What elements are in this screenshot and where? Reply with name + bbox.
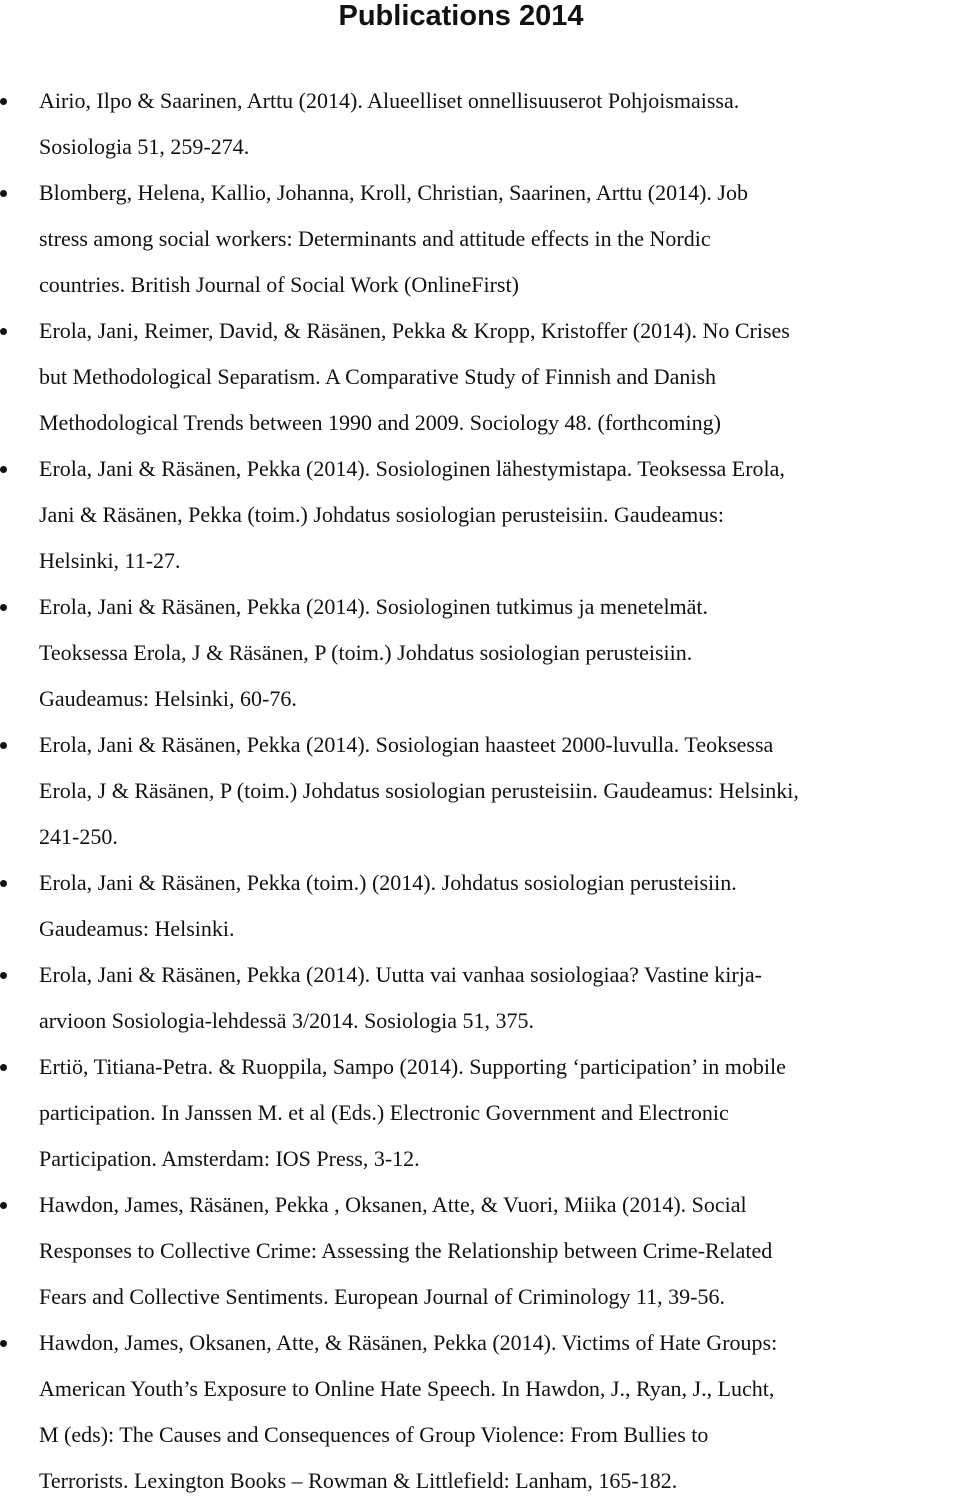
publication-line: Teoksessa Erola, J & Räsänen, P (toim.) Johdatus sosiologian perusteisiin. <box>39 640 693 665</box>
publication-line: Terrorists. Lexington Books – Rowman & Littlefield: Lanham, 165-182. <box>39 1468 678 1493</box>
publication-line: Erola, Jani & Räsänen, Pekka (toim.) (2014). Johdatus sosiologian perusteisiin. <box>39 870 737 895</box>
bullet-icon <box>0 328 7 335</box>
bullet-icon <box>0 742 7 749</box>
publication-line: Gaudeamus: Helsinki. <box>39 916 235 941</box>
publication-line: Erola, Jani & Räsänen, Pekka (2014). Sosiologinen tutkimus ja menetelmät. <box>39 594 709 619</box>
publication-item <box>0 952 960 1044</box>
publication-line: Erola, Jani & Räsänen, Pekka (2014). Sosiologian haasteet 2000-luvulla. Teoksessa <box>39 732 774 757</box>
publication-line: arvioon Sosiologia-lehdessä 3/2014. Sosiologia 51, 375. <box>39 1008 534 1033</box>
publication-line: but Methodological Separatism. A Comparative Study of Finnish and Danish <box>39 364 717 389</box>
publication-line: Blomberg, Helena, Kallio, Johanna, Kroll, Christian, Saarinen, Arttu (2014). Job <box>39 180 748 205</box>
publication-item <box>0 170 960 308</box>
publication-line: Jani & Räsänen, Pekka (toim.) Johdatus sosiologian perusteisiin. Gaudeamus: <box>39 502 724 527</box>
bullet-icon <box>0 880 7 887</box>
bullet-icon <box>0 1202 7 1209</box>
publication-line: Erola, Jani & Räsänen, Pekka (2014). Uutta vai vanhaa sosiologiaa? Vastine kirja- <box>39 962 762 987</box>
publication-line: M (eds): The Causes and Consequences of Group Violence: From Bullies to <box>39 1422 709 1447</box>
publication-line: Responses to Collective Crime: Assessing the Relationship between Crime-Related <box>39 1238 773 1263</box>
publication-line: Methodological Trends between 1990 and 2009. Sociology 48. (forthcoming) <box>39 410 721 435</box>
bullet-icon <box>0 604 7 611</box>
publication-item <box>0 584 960 722</box>
publication-line: Erola, J & Räsänen, P (toim.) Johdatus sosiologian perusteisiin. Gaudeamus: Helsinki, <box>39 778 799 803</box>
bullet-icon <box>0 190 7 197</box>
publication-item <box>0 1320 960 1504</box>
publication-line: countries. British Journal of Social Work (OnlineFirst) <box>39 272 519 297</box>
publication-item <box>0 1044 960 1182</box>
publication-item <box>0 308 960 446</box>
publication-line: Erola, Jani & Räsänen, Pekka (2014). Sosiologinen lähestymistapa. Teoksessa Erola, <box>39 456 785 481</box>
publication-item <box>0 78 960 170</box>
bullet-icon <box>0 1340 7 1347</box>
publication-line: Hawdon, James, Oksanen, Atte, & Räsänen, Pekka (2014). Victims of Hate Groups: <box>39 1330 778 1355</box>
publication-line: Ertiö, Titiana-Petra. & Ruoppila, Sampo (2014). Supporting ‘participation’ in mobile <box>39 1054 786 1079</box>
publication-item <box>0 446 960 584</box>
publication-line: Airio, Ilpo & Saarinen, Arttu (2014). Alueelliset onnellisuuserot Pohjoismaissa. <box>39 88 740 113</box>
publication-line: 241-250. <box>39 824 118 849</box>
bullet-icon <box>0 98 7 105</box>
publication-line: participation. In Janssen M. et al (Eds.) Electronic Government and Electronic <box>39 1100 729 1125</box>
publication-item <box>0 1182 960 1320</box>
publication-line: Sosiologia 51, 259-274. <box>39 134 250 159</box>
bullet-icon <box>0 466 7 473</box>
publication-line: Erola, Jani, Reimer, David, & Räsänen, Pekka & Kropp, Kristoffer (2014). No Crises <box>39 318 790 343</box>
publication-item <box>0 860 960 952</box>
bullet-icon <box>0 1064 7 1071</box>
publication-line: Gaudeamus: Helsinki, 60-76. <box>39 686 297 711</box>
page-title: Publications 2014 <box>338 0 584 32</box>
publication-line: American Youth’s Exposure to Online Hate Speech. In Hawdon, J., Ryan, J., Lucht, <box>39 1376 775 1401</box>
publication-line: stress among social workers: Determinants and attitude effects in the Nordic <box>39 226 711 251</box>
publication-line: Fears and Collective Sentiments. European Journal of Criminology 11, 39-56. <box>39 1284 725 1309</box>
publication-line: Participation. Amsterdam: IOS Press, 3-12. <box>39 1146 420 1171</box>
publication-item <box>0 722 960 860</box>
bullet-icon <box>0 972 7 979</box>
publication-line: Hawdon, James, Räsänen, Pekka , Oksanen, Atte, & Vuori, Miika (2014). Social <box>39 1192 747 1217</box>
publication-list <box>0 78 960 1504</box>
publication-line: Helsinki, 11-27. <box>39 548 181 573</box>
